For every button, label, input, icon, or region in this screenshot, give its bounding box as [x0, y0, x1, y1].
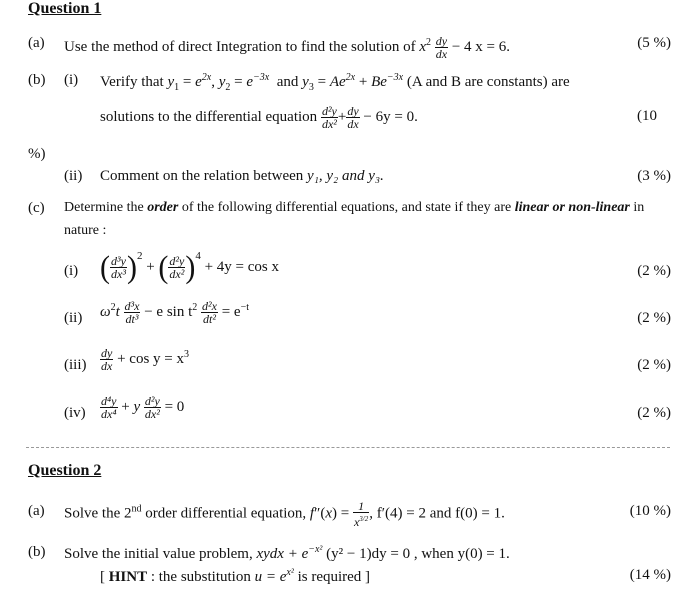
- dy-dx-fraction: $\frac{dy}{dx}$: [435, 34, 448, 61]
- dy-dx-fraction-2: $\frac{dy}{dx}$: [347, 104, 359, 131]
- q1-b-i-marks: (10: [637, 108, 657, 124]
- q1-c-label: (c): [28, 200, 45, 216]
- question-1-heading: Question 1: [28, 0, 102, 17]
- question-2-heading: Question 2: [28, 462, 102, 479]
- q1-b-i-line2: solutions to the differential equation $\frac{\text{d²y}}{\text{dx²}}$ + $\frac{dy}{dx}$ − 6y = 0.: [100, 104, 418, 131]
- q1-c-iii-eq: $\frac{dy}{dx}$ + $\cos y = x^3$: [101, 346, 189, 373]
- q1-c-iv-label: (iv): [64, 405, 86, 421]
- q1-c-ii-label: (ii): [64, 310, 83, 326]
- q1-b-i-line1: Verify that $y_1 = e^{2x}$, $y_2 = e^{-3x}$ and $y_3 = Ae^{2x} + Be^{-3x}$ (A and B are constants) are: [100, 72, 570, 93]
- q2-b-hint: [ HINT : the substitution $u = e^{x^2}$ is required ]: [100, 567, 371, 585]
- q2-b-label: (b): [28, 544, 46, 560]
- q1-b-ii-text: Comment on the relation between y₁, y₂ and y₃.: [100, 168, 384, 184]
- q1-c-ii-eq: $\omega^2t$ $\frac{\text{d³x}}{\text{dt³}}$ − e $\sin t^2$ $\frac{\text{d²x}}{\text{dt²}}$ = $e^{-t}$: [100, 299, 249, 326]
- q2-a-text: Solve the 2nd order differential equation, f″(x) = $\frac{1}{x^{3/2}}$ , f′(4) = 2 and f(0) = 1.: [64, 499, 505, 529]
- d2y-dx2-fraction: $\frac{\text{d²y}}{\text{dx²}}$: [321, 104, 337, 131]
- q1-c-i-label: (i): [64, 263, 79, 279]
- q1-b-label: (b): [28, 72, 46, 88]
- q1-a-label: (a): [28, 35, 45, 51]
- q1-b-i-marks-overflow: %): [28, 146, 46, 162]
- q1-c-i-marks: (2 %): [637, 263, 671, 279]
- q1-c-text: Determine the order of the following differential equations, and state if they are linear or non-linear in: [64, 200, 645, 215]
- section-divider: [26, 447, 670, 448]
- q1-a-marks: (5 %): [637, 35, 671, 51]
- q2-b-marks: (14 %): [629, 567, 671, 583]
- q1-c-i-eq: ( $\frac{\text{d³y}}{\text{dx³}}$ )$^2$ + ( $\frac{\text{d²y}}{\text{dx²}}$ )$^4$ + 4y = cos x: [100, 249, 280, 285]
- q1-c-iii-marks: (2 %): [637, 357, 671, 373]
- q1-c-iv-eq: $\frac{\text{d⁴y}}{\text{dx⁴}}$ + y $\frac{\text{d²y}}{\text{dx²}}$ = 0: [101, 394, 185, 421]
- q1-c-iv-marks: (2 %): [637, 405, 671, 421]
- q1-b-i-label: (i): [64, 72, 79, 88]
- q2-a-label: (a): [28, 503, 45, 519]
- q2-b-text: Solve the initial value problem, xydx + $e^{-x^2}$ (y² − 1)dy = 0 , when y(0) = 1.: [64, 544, 510, 562]
- q1-b-ii-label: (ii): [64, 168, 83, 184]
- q1-b-ii-marks: (3 %): [637, 168, 671, 184]
- q1-a-text: Use the method of direct Integration to find the solution of $x^2$ $\frac{dy}{dx}$ − 4 x = 6.: [64, 34, 511, 61]
- q1-c-text-nature: nature :: [64, 223, 107, 238]
- q2-a-marks: (10 %): [629, 503, 671, 519]
- q1-c-iii-label: (iii): [64, 357, 87, 373]
- q1-c-ii-marks: (2 %): [637, 310, 671, 326]
